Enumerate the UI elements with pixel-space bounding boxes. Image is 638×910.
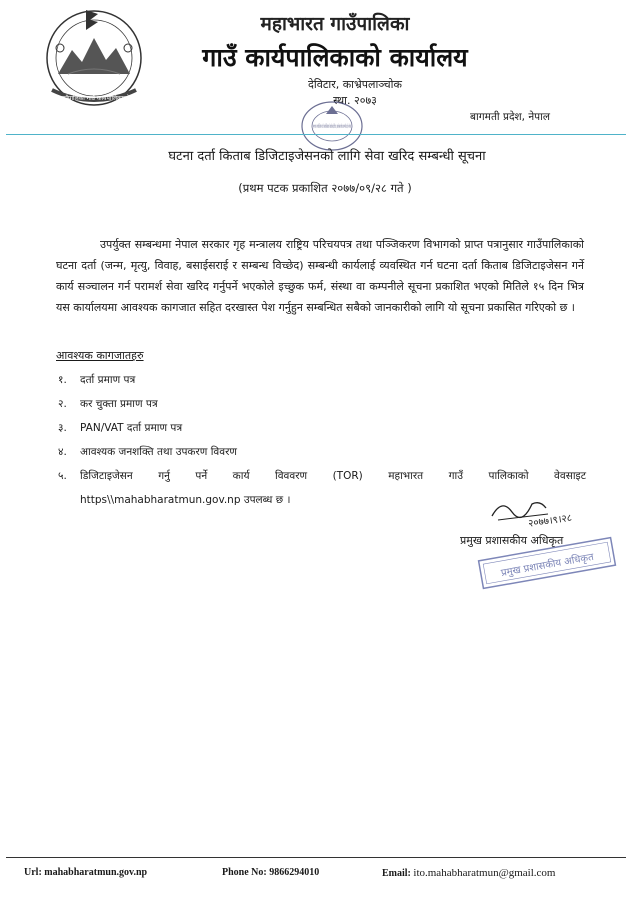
office-address: देविटार, काभ्रेपलाञ्चोक xyxy=(308,78,402,91)
documents-heading: आवश्यक कागजातहरु xyxy=(56,349,144,362)
header-divider xyxy=(6,134,626,135)
footer-url xyxy=(24,867,147,878)
footer-phone-number: 9866294010 xyxy=(269,867,320,878)
document-item-text: डिजिटाइजेसन गर्नु पर्ने कार्य विववरण (TOR) महाभारत गाउँ पालिकाको वेवसाइट xyxy=(80,470,586,482)
office-name: गाउँ कार्यपालिकाको कार्यालय xyxy=(202,43,468,72)
handwritten-signature xyxy=(488,490,598,530)
footer-phone-label: Phone No: xyxy=(222,867,267,878)
publication-date: (प्रथम पटक प्रकाशित २०७७/०९/२८ गते ) xyxy=(238,181,412,195)
emblem-ribbon-text: महाभारत गाउँपालिका गाउँ कार्यपालिकाको कार्यालय xyxy=(37,95,151,102)
org-name: महाभारत गाउँपालिका xyxy=(260,13,410,35)
stamp-text: प्रमुख प्रशासकीय अधिकृत xyxy=(500,551,595,580)
footer-email xyxy=(382,867,555,879)
footer-url-link[interactable]: mahabharatmun.gov.np xyxy=(44,867,148,878)
document-item-number: ३. xyxy=(58,422,67,434)
notice-body xyxy=(56,234,584,318)
province-name: बागमती प्रदेश, नेपाल xyxy=(470,111,550,123)
document-item-text: आवश्यक जनशक्ति तथा उपकरण विवरण xyxy=(80,446,237,458)
document-item-number: ५. xyxy=(58,470,67,482)
document-item-url: https\\mahabharatmun.gov.np उपलब्ध छ । xyxy=(80,494,291,506)
notice-title: घटना दर्ता किताब डिजिटाइजेसनको लागि सेवा खरिद सम्बन्धी सूचना xyxy=(168,149,486,164)
office-seal-stamp xyxy=(296,94,489,154)
footer-phone xyxy=(222,867,319,878)
footer-divider xyxy=(6,857,626,858)
signature-date: २०७७।९।२८ xyxy=(527,512,573,530)
document-item-number: १. xyxy=(58,374,67,386)
document-item-number: २. xyxy=(58,398,67,410)
footer-url-label: Url: xyxy=(24,867,42,878)
government-emblem xyxy=(38,4,150,108)
document-item-number: ४. xyxy=(58,446,67,458)
footer-email-label: Email: xyxy=(382,868,411,879)
signatory-title: प्रमुख प्रशासकीय अधिकृत xyxy=(460,534,564,547)
document-item-text: कर चुक्ता प्रमाण पत्र xyxy=(80,398,158,410)
signatory-stamp xyxy=(472,535,622,591)
document-item-text: दर्ता प्रमाण पत्र xyxy=(80,374,136,386)
seal-text: महाभारत गाउँपालिका गाउँ कार्यपालिकाको कार्यालय देविटार, काभ्रेपलाञ्चोक बागमती प्रदेश नेपाल xyxy=(313,124,489,130)
notice-body-paragraph: उपर्युक्त सम्बन्धमा नेपाल सरकार गृह मन्त्रालय राष्ट्रिय परिचयपत्र तथा पञ्जिकरण विभागको प्राप्त पत्रानुसार गाउँपालिकाको घटना दर्ता (जन्म, मृत्यु, विवाह, बसाईसराई र सम्बन्ध विच्छेद) सम्बन्धी कार्यलाई व्यवस्थित गर्न घटना दर्ता किताब डिजिटाइजेसन गर्ने कार्य सञ्चालन गर्न परामर्श सेवा खरिद गर्नुपर्ने भएकोले इच्छुक फर्म, संस्था वा कम्पनीले सूचना प्रकाशित भएको मितिले १५ दिन भित्र यस कार्यालयमा आवश्यक कागजात सहित दरखास्त पेश गर्नुहुन सम्बन्धित सबैको जानकारीको लागि यो सूचना प्रकासित गरिएको छ । xyxy=(56,238,584,314)
established-year: स्था. २०७३ xyxy=(333,94,377,107)
footer-email-address[interactable]: ito.mahabharatmun@gmail.com xyxy=(413,867,556,879)
document-item-text: PAN/VAT दर्ता प्रमाण पत्र xyxy=(80,422,183,434)
